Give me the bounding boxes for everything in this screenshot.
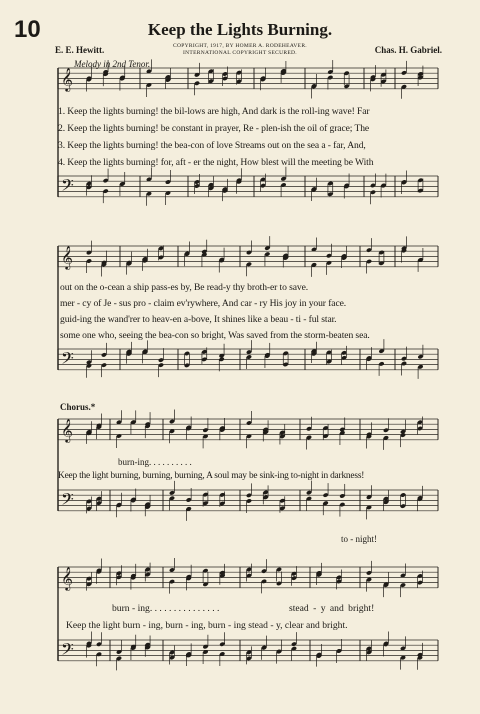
- chorus-small-line-3b: stead - y and bright!: [289, 603, 375, 614]
- chorus-line-1: Keep the light burning, burning, burning, A soul may be sink-ing to-night in darkness!: [58, 471, 365, 481]
- treble-clef-icon: 𝄞: [61, 566, 73, 590]
- chorus-line-3: Keep the light burn - ing, burn - ing, burn - ing stead - y, clear and bright.: [66, 620, 348, 631]
- treble-clef-icon: 𝄞: [61, 67, 73, 91]
- bass-clef-icon: 𝄢: [61, 175, 74, 199]
- verse-2-line-1: 2. Keep the lights burning! be constant in prayer, Re - plen-ish the oil of grace; The: [58, 123, 370, 134]
- author-credit: E. E. Hewitt.: [55, 45, 105, 55]
- hymn-number: 10: [14, 16, 41, 43]
- melody-note: Melody in 2nd Tenor.: [74, 59, 151, 69]
- chorus-label: Chorus.*: [60, 402, 96, 412]
- treble-clef-icon: 𝄞: [61, 245, 73, 269]
- chorus-small-line-2: to - night!: [341, 534, 377, 544]
- verse-3-line-2: guid-ing the wand'rer to heav-en a-bove, It shines like a beau - ti - ful star.: [60, 314, 337, 325]
- verse-1-line-2: out on the o-cean a ship pass-es by, Be read-y thy broth-er to save.: [60, 282, 309, 293]
- chorus-small-line-3a: burn - ing. . . . . . . . . . . . . . .: [112, 603, 220, 614]
- hymn-title: Keep the Lights Burning.: [147, 20, 333, 39]
- bass-clef-icon: 𝄢: [61, 489, 74, 513]
- verse-2-line-2: mer - cy of Je - sus pro - claim ev'rywhere, And car - ry His joy in your face.: [60, 298, 347, 309]
- copyright-line-2: INTERNATIONAL COPYRIGHT SECURED.: [183, 50, 297, 56]
- treble-clef-icon: 𝄞: [61, 418, 73, 442]
- bass-clef-icon: 𝄢: [61, 348, 74, 372]
- verse-3-line-1: 3. Keep the lights burning! the bea-con of love Streams out on the sea a - far, And,: [58, 140, 366, 151]
- verse-4-line-2: some one who, seeing the bea-con so bright, Was saved from the storm-beaten sea.: [60, 330, 370, 341]
- copyright-line-1: COPYRIGHT, 1917, BY HOMER A. RODEHEAVER.: [173, 43, 307, 49]
- bass-clef-icon: 𝄢: [61, 639, 74, 663]
- chorus-small-line-1: burn-ing. . . . . . . . . .: [118, 457, 192, 467]
- verse-4-line-1: 4. Keep the lights burning! for, aft - er the night, How blest will the meeting be With: [58, 157, 374, 168]
- composer-credit: Chas. H. Gabriel.: [374, 45, 442, 55]
- verse-1-line-1: 1. Keep the lights burning! the bil-lows are high, And dark is the roll-ing wave! Far: [58, 106, 370, 117]
